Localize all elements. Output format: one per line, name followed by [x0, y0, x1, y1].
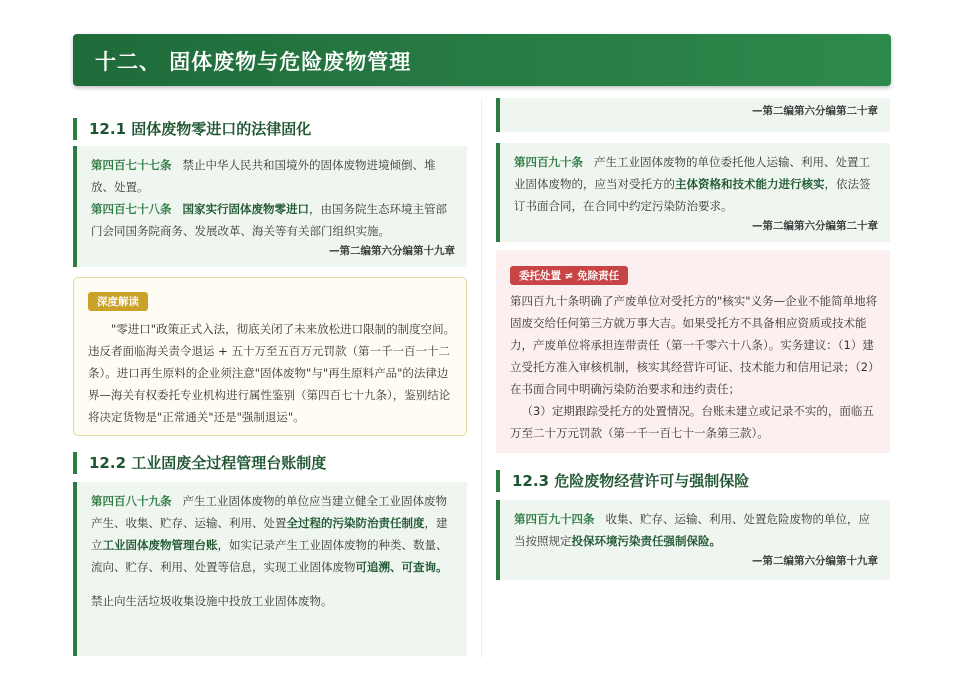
article-489	[91, 490, 455, 578]
article-478-number: 第四百七十八条	[91, 202, 172, 216]
article-490-highlight: 主体资格和技术能力进行核实	[675, 177, 825, 191]
article-490-box	[496, 143, 890, 242]
section-12-2-title: 12.2 工业固废全过程管理台账制度	[89, 454, 327, 472]
article-489-box	[73, 482, 467, 656]
deep-insight-text: "零进口"政策正式入法，彻底关闭了未来放松进口限制的制度空间。违反者面临海关责令退运 + 五十万至五百万元罚款（第一千一百一十二条）。进口再生原料的企业须注意"固体废物"与"再生原料产品"的法律边界—海关有权委托专业机构进行属性鉴别（第四百七十九条），鉴别结论将决定货物是"正常通关"还是"强制退运"。	[88, 322, 456, 424]
deep-insight-tag: 深度解读	[88, 292, 148, 311]
article-494	[514, 508, 878, 552]
article-489-text-3: ，如实记录产生工业固体废物的种类、数量、流向、贮存、利用、处置等信息，实现工业固体废物	[91, 538, 448, 574]
deep-insight-box	[73, 277, 467, 436]
warning-box	[496, 250, 890, 453]
article-489-text-1: 产生工业固体废物的单位应当建立健全工业固体废物产生、收集、贮存、运输、利用、处置	[91, 494, 447, 530]
warning-body	[510, 290, 880, 444]
continued-source: —第二编第六分编第二十章	[752, 105, 878, 117]
section-12-1-title: 12.1 固体废物零进口的法律固化	[89, 120, 312, 138]
section-12-2-heading	[73, 452, 327, 474]
article-477-number: 第四百七十七条	[91, 158, 172, 172]
article-478-source: —第二编第六分编第十九章	[329, 245, 455, 257]
article-494-text: 收集、贮存、运输、利用、处置危险废物的单位，应当按照规定	[514, 512, 870, 548]
article-478-highlight: 国家实行固体废物零进口	[182, 202, 309, 216]
article-490-number: 第四百九十条	[514, 155, 583, 169]
page-title-bar	[73, 34, 891, 86]
article-494-box	[496, 500, 890, 580]
article-477-text: 禁止中华人民共和国境外的固体废物进境倾倒、堆放、处置。	[91, 158, 436, 194]
continued-source-box	[496, 98, 890, 132]
warning-tag: 委托处置 ≠ 免除责任	[510, 266, 628, 285]
article-489-highlight-3: 可追溯、可查询。	[355, 560, 448, 574]
deep-insight-body	[88, 318, 456, 428]
article-490-source: —第二编第六分编第二十章	[752, 220, 878, 232]
article-489-note: 禁止向生活垃圾收集设施中投放工业固体废物。	[91, 594, 333, 608]
article-494-source: —第二编第六分编第十九章	[752, 555, 878, 567]
section-12-1-heading	[73, 118, 312, 140]
warning-text-1: 第四百九十条明确了产废单位对受托方的"核实"义务—企业不能简单地将固废交给任何第三方就万事大吉。如果受托方不具备相应资质或技术能力，产废单位将承担连带责任（第一千零六十八条）。实务建议：（1）建立受托方准入审核机制，核实其经营许可证、技术能力和信用记录；（2）在书面合同中明确污染防治要求和违约责任；	[510, 294, 880, 396]
article-478-text: ，由国务院生态环境主管部门会同国务院商务、发展改革、海关等有关部门组织实施。	[91, 202, 447, 238]
article-490	[514, 151, 878, 217]
article-494-highlight: 投保环境污染责任强制保险。	[571, 534, 721, 548]
articles-477-478-box	[73, 146, 467, 267]
warning-text-2: （3）定期跟踪受托方的处置情况。台账未建立或记录不实的，面临五万至二十万元罚款（第一千一百七十一条第三款）。	[510, 404, 874, 440]
page-title: 十二、 固体废物与危险废物管理	[95, 50, 412, 74]
article-489-highlight-1: 全过程的污染防治责任制度	[286, 516, 425, 530]
section-12-3-heading	[496, 470, 750, 492]
article-494-number: 第四百九十四条	[514, 512, 595, 526]
article-477	[91, 154, 455, 198]
article-489-text-2: ，建立	[91, 516, 448, 552]
article-489-number: 第四百八十九条	[91, 494, 172, 508]
column-divider	[481, 98, 482, 658]
article-490-text-1: 产生工业固体废物的单位委托他人运输、利用、处置工业固体废物的，应当对受托方的	[514, 155, 870, 191]
article-489-highlight-2: 工业固体废物管理台账	[102, 538, 218, 552]
article-490-text-2: ，依法签订书面合同，在合同中约定污染防治要求。	[514, 177, 871, 213]
section-12-3-title: 12.3 危险废物经营许可与强制保险	[512, 472, 750, 490]
article-478	[91, 198, 455, 242]
